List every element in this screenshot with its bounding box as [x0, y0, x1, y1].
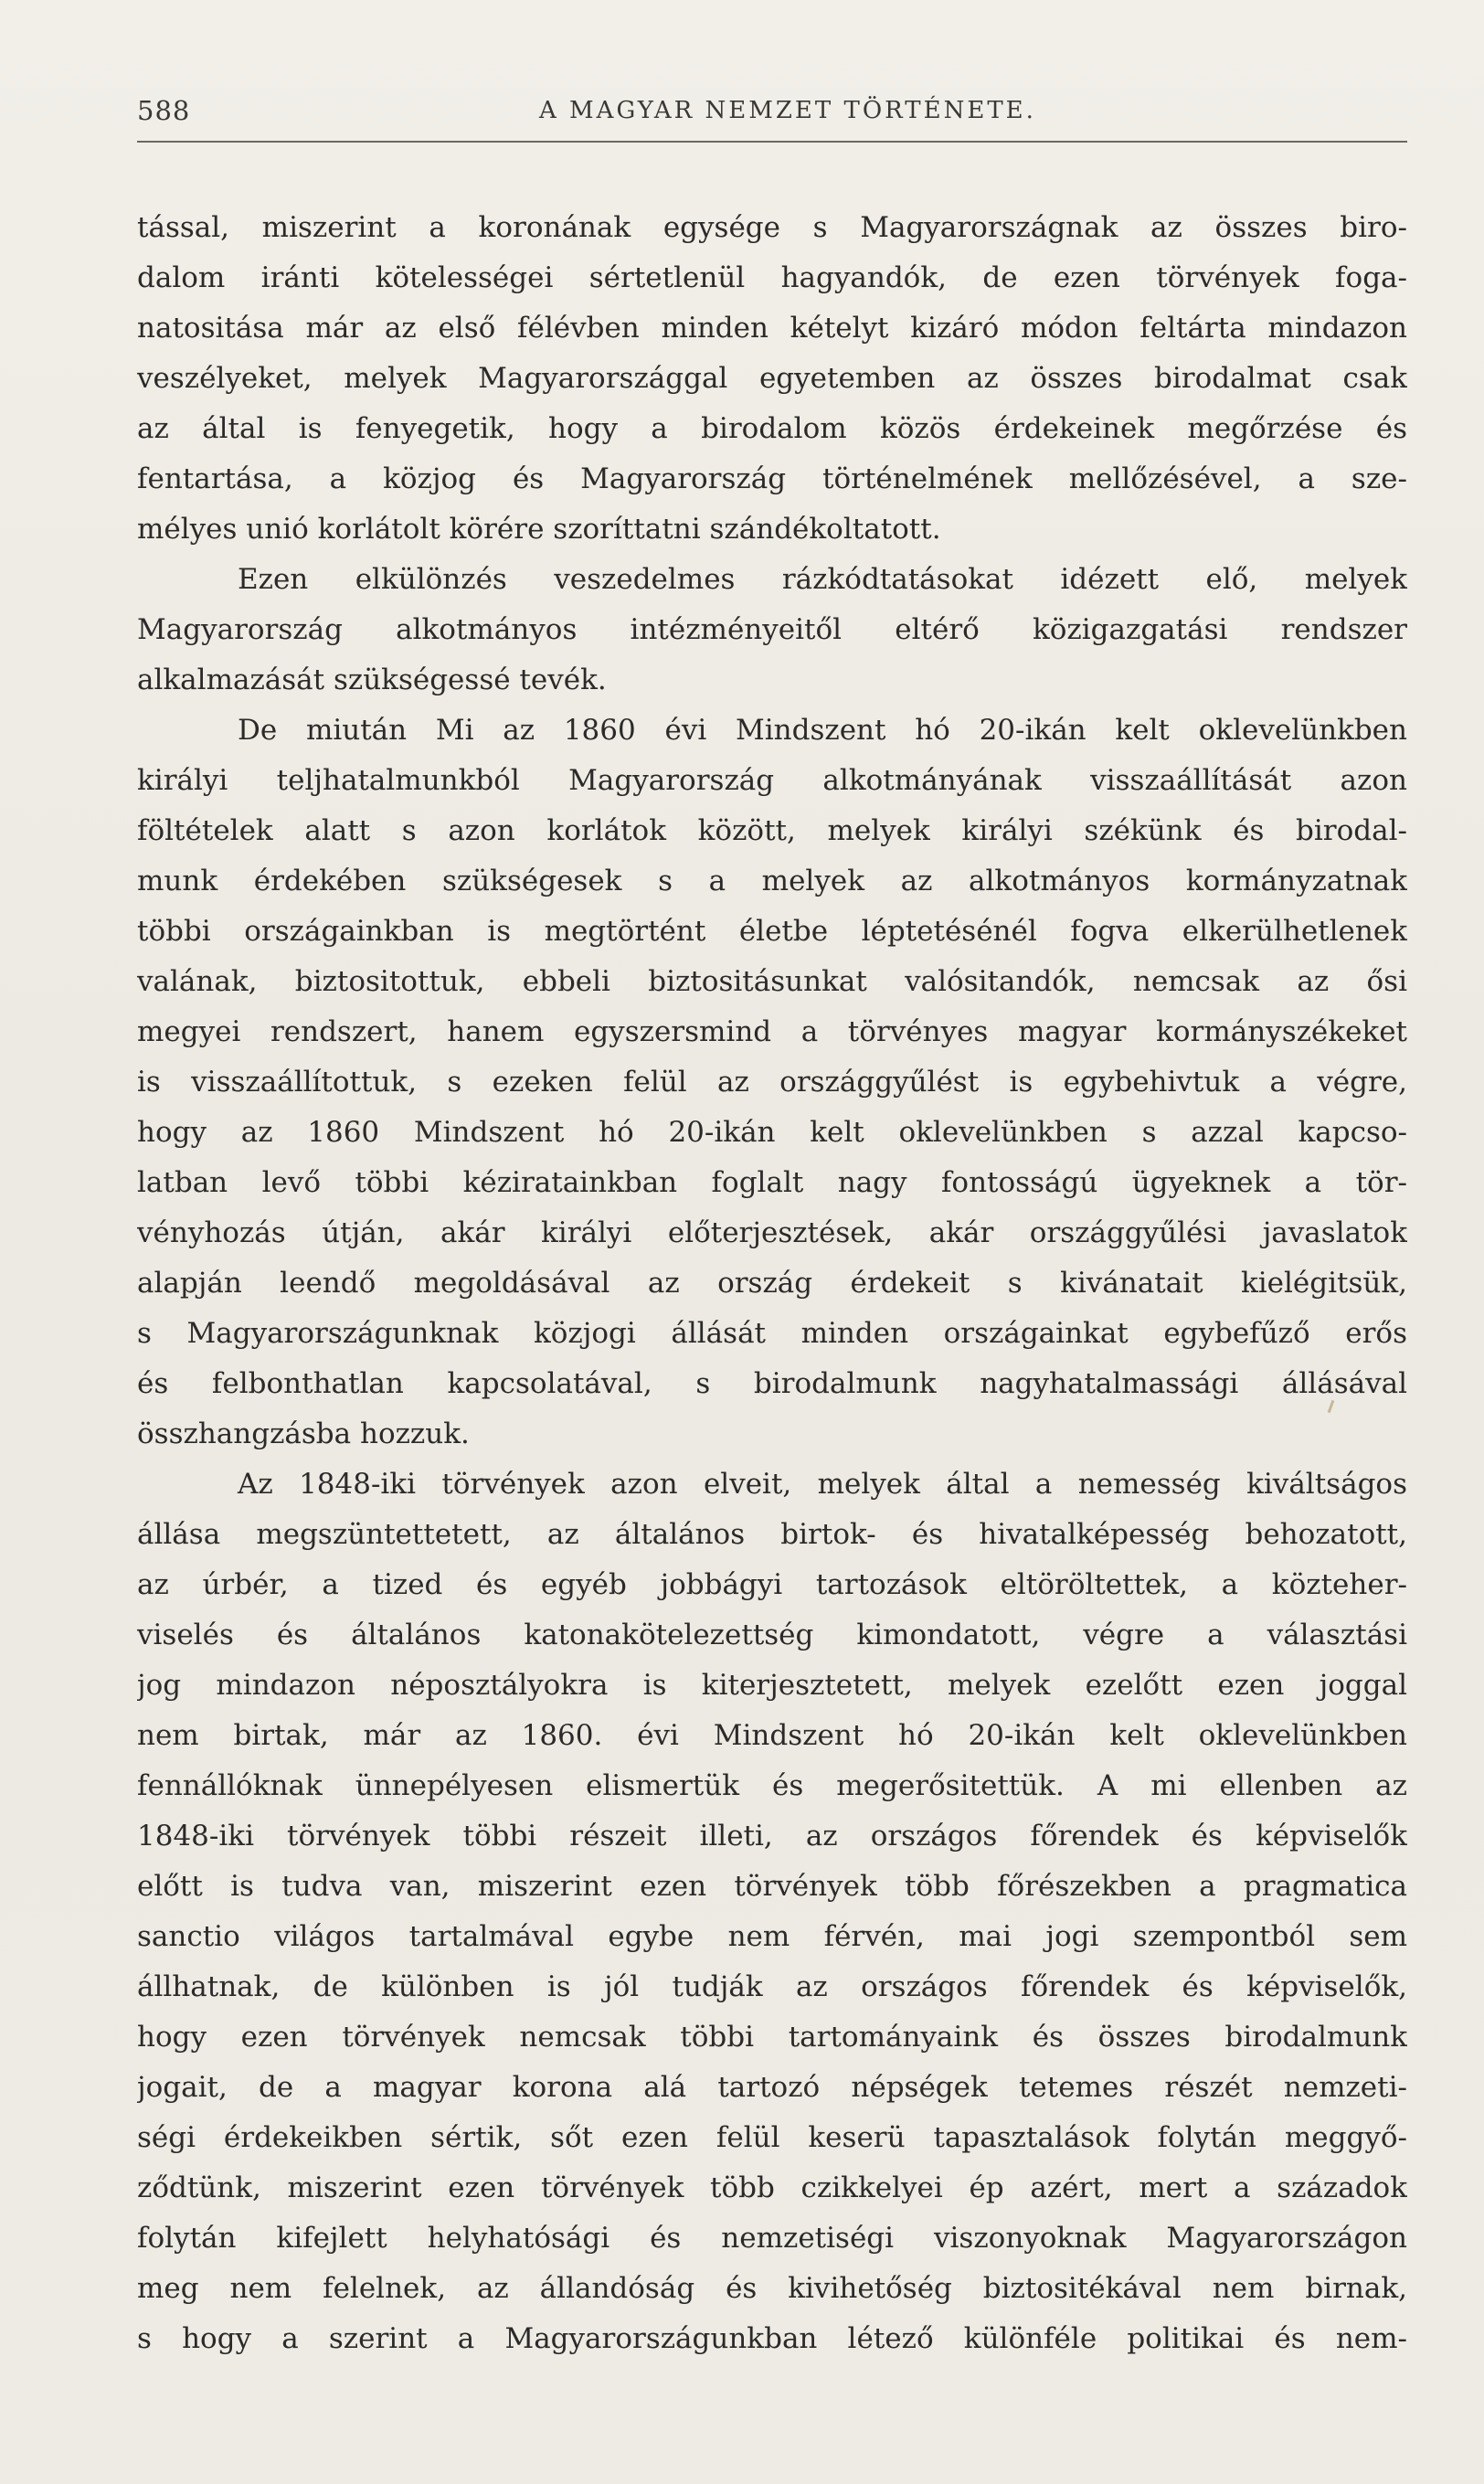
- text-line: mélyes unió korlátolt körére szoríttatni szándékoltatott.: [137, 513, 941, 546]
- text-line: s Magyarországunknak közjogi állását minden országainkat egybefűző erős: [137, 1317, 1407, 1350]
- text-line: királyi teljhatalmunkból Magyarország alkotmányának visszaállítását azon: [137, 764, 1407, 797]
- text-line: az által is fenyegetik, hogy a birodalom közös érdekeinek megőrzése és: [137, 412, 1407, 445]
- text-line: Magyarország alkotmányos intézményeitől eltérő közigazgatási rendszer: [137, 613, 1407, 646]
- text-line: is visszaállítottuk, s ezeken felül az országgyűlést is egybehivtuk a végre,: [137, 1066, 1407, 1099]
- text-line: folytán kifejlett helyhatósági és nemzetiségi viszonyoknak Magyarországon: [137, 2222, 1407, 2255]
- text-line: állása megszüntettetett, az általános birtok- és hivatalképesség behozatott,: [137, 1518, 1407, 1551]
- text-line: s hogy a szerint a Magyarországunkban létező különféle politikai és nem-: [137, 2322, 1407, 2355]
- text-line: állhatnak, de különben is jól tudják az országos főrendek és képviselők,: [137, 1970, 1407, 2003]
- text-line: veszélyeket, melyek Magyarországgal egyetemben az összes birodalmat csak: [137, 362, 1407, 395]
- text-line: 1848-iki törvények többi részeit illeti, az országos főrendek és képviselők: [137, 1820, 1407, 1852]
- text-line: viselés és általános katonakötelezettség kimondatott, végre a választási: [137, 1619, 1407, 1651]
- text-line: tással, miszerint a koronának egysége s Magyarországnak az összes biro-: [137, 211, 1407, 244]
- page-number: 588: [137, 95, 191, 126]
- text-line: valának, biztositottuk, ebbeli biztositásunkat valósitandók, nemcsak az ősi: [137, 965, 1407, 998]
- text-line: fentartása, a közjog és Magyarország történelmének mellőzésével, a sze-: [137, 462, 1407, 495]
- paragraph-start-line: Az 1848-iki törvények azon elveit, melyek által a nemesség kiváltságos: [238, 1468, 1407, 1501]
- text-line: ződtünk, miszerint ezen törvények több czikkelyei ép azért, mert a századok: [137, 2171, 1407, 2204]
- text-line: latban levő többi kéziratainkban foglalt nagy fontosságú ügyeknek a tör-: [137, 1166, 1407, 1199]
- text-line: hogy az 1860 Mindszent hó 20-ikán kelt oklevelünkben s azzal kapcso-: [137, 1116, 1407, 1149]
- paragraph-start-line: Ezen elkülönzés veszedelmes rázkódtatásokat idézett elő, melyek: [238, 563, 1407, 596]
- header-rule: [137, 141, 1407, 143]
- text-line: sanctio világos tartalmával egybe nem férvén, mai jogi szempontból sem: [137, 1920, 1407, 1953]
- text-line: összhangzásba hozzuk.: [137, 1417, 470, 1450]
- text-line: jogait, de a magyar korona alá tartozó népségek tetemes részét nemzeti-: [137, 2071, 1407, 2104]
- text-line: alkalmazását szükségessé tevék.: [137, 663, 607, 696]
- text-line: megyei rendszert, hanem egyszersmind a törvényes magyar kormányszékeket: [137, 1015, 1407, 1048]
- text-line: előtt is tudva van, miszerint ezen törvények több főrészekben a pragmatica: [137, 1870, 1407, 1903]
- text-line: dalom iránti kötelességei sértetlenül hagyandók, de ezen törvények foga-: [137, 261, 1407, 294]
- text-line: vényhozás útján, akár királyi előterjesztések, akár országgyűlési javaslatok: [137, 1216, 1407, 1249]
- text-line: és felbonthatlan kapcsolatával, s birodalmunk nagyhatalmassági állásával: [137, 1367, 1407, 1400]
- body-text: [137, 203, 1407, 2364]
- text-line: hogy ezen törvények nemcsak többi tartományaink és összes birodalmunk: [137, 2021, 1407, 2054]
- text-line: ségi érdekeikben sértik, sőt ezen felül keserü tapasztalások folytán meggyő-: [137, 2121, 1407, 2154]
- text-line: jog mindazon néposztályokra is kiterjesztetett, melyek ezelőtt ezen joggal: [137, 1669, 1407, 1702]
- running-head: [137, 95, 1407, 132]
- text-line: meg nem felelnek, az állandóság és kivihetőség biztositékával nem birnak,: [137, 2272, 1407, 2305]
- text-line: fennállóknak ünnepélyesen elismertük és megerősitettük. A mi ellenben az: [137, 1769, 1407, 1802]
- text-line: nem birtak, már az 1860. évi Mindszent hó 20-ikán kelt oklevelünkben: [137, 1719, 1407, 1752]
- text-line: alapján leendő megoldásával az ország érdekeit s kivánatait kielégitsük,: [137, 1267, 1407, 1300]
- text-line: az úrbér, a tized és egyéb jobbágyi tartozások eltöröltettek, a közteher-: [137, 1568, 1407, 1601]
- text-line: többi országainkban is megtörtént életbe léptetésénél fogva elkerülhetlenek: [137, 915, 1407, 948]
- paragraph-start-line: De miután Mi az 1860 évi Mindszent hó 20-ikán kelt oklevelünkben: [238, 714, 1407, 747]
- text-line: föltételek alatt s azon korlátok között, melyek királyi székünk és birodal-: [137, 814, 1407, 847]
- running-title: A MAGYAR NEMZET TÖRTÉNETE.: [539, 97, 1036, 124]
- text-line: natositása már az első félévben minden kételyt kizáró módon feltárta mindazon: [137, 312, 1407, 345]
- text-line: munk érdekében szükségesek s a melyek az alkotmányos kormányzatnak: [137, 865, 1407, 897]
